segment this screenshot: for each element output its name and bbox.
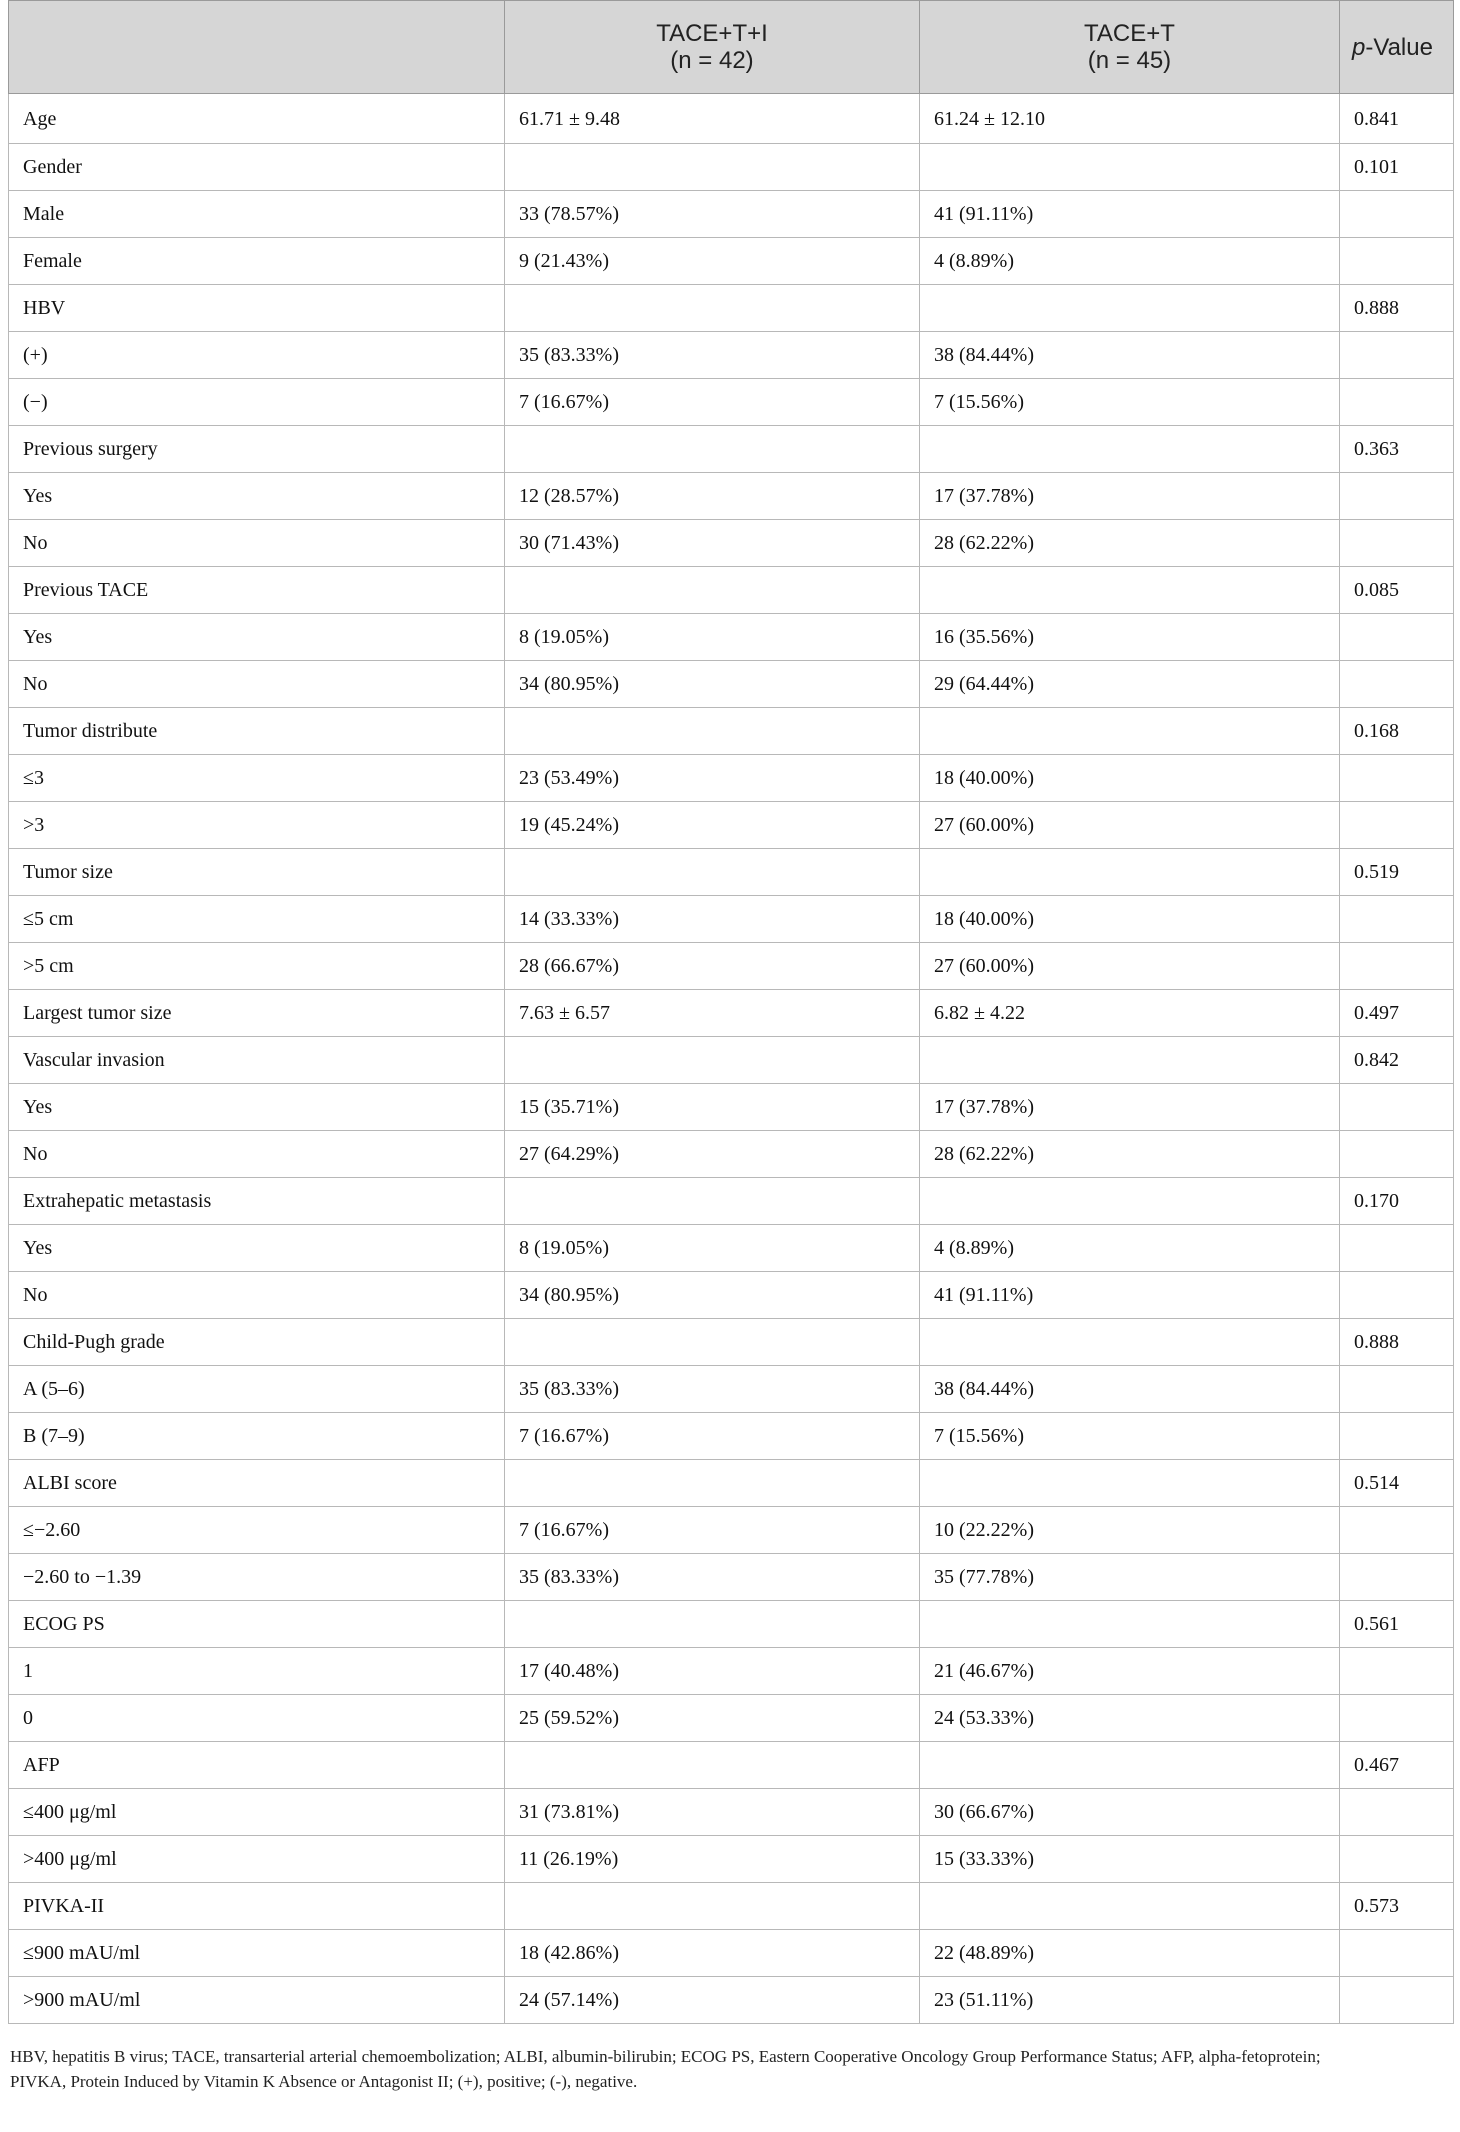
table-row — [9, 708, 1454, 755]
row-tace-t-value: 30 (66.67%) — [920, 1789, 1340, 1836]
table-row — [9, 238, 1454, 285]
row-p-value — [1340, 1366, 1454, 1413]
row-tace-t-i-value — [505, 1037, 920, 1084]
table-row — [9, 473, 1454, 520]
table-row — [9, 1366, 1454, 1413]
row-label: Previous surgery — [9, 426, 505, 473]
row-tace-t-i-value: 34 (80.95%) — [505, 1272, 920, 1319]
row-tace-t-value: 38 (84.44%) — [920, 1366, 1340, 1413]
row-label: AFP — [9, 1742, 505, 1789]
row-p-value — [1340, 1977, 1454, 2024]
row-tace-t-i-value: 17 (40.48%) — [505, 1648, 920, 1695]
row-tace-t-i-value: 7 (16.67%) — [505, 379, 920, 426]
row-label: ≤3 — [9, 755, 505, 802]
row-tace-t-i-value — [505, 144, 920, 191]
row-label: >5 cm — [9, 943, 505, 990]
row-label: Largest tumor size — [9, 990, 505, 1037]
row-tace-t-i-value — [505, 708, 920, 755]
table-row — [9, 1648, 1454, 1695]
row-p-value — [1340, 332, 1454, 379]
row-label: Yes — [9, 473, 505, 520]
row-tace-t-i-value: 9 (21.43%) — [505, 238, 920, 285]
row-tace-t-value — [920, 144, 1340, 191]
row-tace-t-value: 4 (8.89%) — [920, 238, 1340, 285]
row-tace-t-value: 4 (8.89%) — [920, 1225, 1340, 1272]
row-tace-t-value: 61.24 ± 12.10 — [920, 94, 1340, 144]
row-tace-t-value: 29 (64.44%) — [920, 661, 1340, 708]
row-tace-t-i-value: 35 (83.33%) — [505, 332, 920, 379]
row-p-value: 0.170 — [1340, 1178, 1454, 1225]
row-tace-t-i-value: 7 (16.67%) — [505, 1413, 920, 1460]
row-p-value: 0.561 — [1340, 1601, 1454, 1648]
table-row — [9, 94, 1454, 144]
row-label: −2.60 to −1.39 — [9, 1554, 505, 1601]
row-tace-t-i-value: 18 (42.86%) — [505, 1930, 920, 1977]
row-tace-t-i-value: 25 (59.52%) — [505, 1695, 920, 1742]
row-tace-t-value: 27 (60.00%) — [920, 802, 1340, 849]
row-tace-t-i-value: 12 (28.57%) — [505, 473, 920, 520]
table-row — [9, 614, 1454, 661]
row-tace-t-value: 38 (84.44%) — [920, 332, 1340, 379]
table-row — [9, 1742, 1454, 1789]
row-tace-t-value: 6.82 ± 4.22 — [920, 990, 1340, 1037]
row-tace-t-value — [920, 1883, 1340, 1930]
footnote-line-2: PIVKA, Protein Induced by Vitamin K Absence or Antagonist II; (+), positive; (-), negative. — [10, 2072, 638, 2091]
header-p-value-column — [1340, 1, 1454, 94]
row-tace-t-i-value — [505, 1883, 920, 1930]
row-tace-t-i-value: 14 (33.33%) — [505, 896, 920, 943]
row-p-value — [1340, 238, 1454, 285]
row-tace-t-i-value: 34 (80.95%) — [505, 661, 920, 708]
row-p-value — [1340, 1225, 1454, 1272]
row-tace-t-i-value — [505, 1319, 920, 1366]
row-tace-t-value: 22 (48.89%) — [920, 1930, 1340, 1977]
row-tace-t-value: 21 (46.67%) — [920, 1648, 1340, 1695]
row-tace-t-i-value — [505, 1178, 920, 1225]
row-p-value — [1340, 661, 1454, 708]
row-tace-t-i-value: 19 (45.24%) — [505, 802, 920, 849]
row-p-value — [1340, 1648, 1454, 1695]
row-label: 1 — [9, 1648, 505, 1695]
table-row — [9, 1460, 1454, 1507]
table-row — [9, 1836, 1454, 1883]
row-tace-t-value — [920, 1601, 1340, 1648]
row-label: Extrahepatic metastasis — [9, 1178, 505, 1225]
row-label: Age — [9, 94, 505, 144]
row-tace-t-i-value: 31 (73.81%) — [505, 1789, 920, 1836]
row-p-value — [1340, 1930, 1454, 1977]
table-row — [9, 520, 1454, 567]
row-label: ≤−2.60 — [9, 1507, 505, 1554]
row-tace-t-value: 41 (91.11%) — [920, 191, 1340, 238]
table-row — [9, 943, 1454, 990]
row-tace-t-i-value: 23 (53.49%) — [505, 755, 920, 802]
row-tace-t-i-value — [505, 849, 920, 896]
row-label: Vascular invasion — [9, 1037, 505, 1084]
row-p-value: 0.168 — [1340, 708, 1454, 755]
table-row — [9, 332, 1454, 379]
row-label: Tumor distribute — [9, 708, 505, 755]
row-tace-t-i-value — [505, 1742, 920, 1789]
row-tace-t-value: 28 (62.22%) — [920, 1131, 1340, 1178]
table-row — [9, 661, 1454, 708]
row-p-value: 0.519 — [1340, 849, 1454, 896]
row-tace-t-value — [920, 708, 1340, 755]
row-p-value — [1340, 1789, 1454, 1836]
header-variable-column — [9, 1, 505, 94]
header-p-rest: -Value — [1365, 33, 1433, 61]
table-row — [9, 1883, 1454, 1930]
row-tace-t-value — [920, 1037, 1340, 1084]
row-tace-t-value: 18 (40.00%) — [920, 896, 1340, 943]
row-p-value — [1340, 191, 1454, 238]
header-group1-n: (n = 42) — [670, 47, 754, 74]
row-tace-t-value — [920, 567, 1340, 614]
table-row — [9, 567, 1454, 614]
row-label: Child-Pugh grade — [9, 1319, 505, 1366]
row-tace-t-i-value — [505, 426, 920, 473]
table-row — [9, 1554, 1454, 1601]
header-p-italic: p — [1352, 33, 1366, 61]
table-header — [9, 1, 1454, 94]
header-group2-n: (n = 45) — [1087, 47, 1172, 74]
row-label: No — [9, 1131, 505, 1178]
row-p-value — [1340, 520, 1454, 567]
row-label: B (7–9) — [9, 1413, 505, 1460]
row-label: No — [9, 520, 505, 567]
table-row — [9, 1695, 1454, 1742]
row-tace-t-i-value: 7 (16.67%) — [505, 1507, 920, 1554]
row-p-value — [1340, 1554, 1454, 1601]
row-p-value — [1340, 614, 1454, 661]
row-tace-t-i-value: 61.71 ± 9.48 — [505, 94, 920, 144]
row-label: Yes — [9, 1084, 505, 1131]
row-p-value — [1340, 1272, 1454, 1319]
header-tace-t-column — [920, 1, 1340, 94]
row-tace-t-i-value: 7.63 ± 6.57 — [505, 990, 920, 1037]
row-tace-t-i-value — [505, 285, 920, 332]
row-p-value: 0.467 — [1340, 1742, 1454, 1789]
row-tace-t-value: 18 (40.00%) — [920, 755, 1340, 802]
row-label: Gender — [9, 144, 505, 191]
header-group2-name: TACE+T — [1084, 20, 1175, 47]
row-label: HBV — [9, 285, 505, 332]
row-p-value — [1340, 943, 1454, 990]
row-label: ≤5 cm — [9, 896, 505, 943]
row-label: ≤900 mAU/ml — [9, 1930, 505, 1977]
row-label: (−) — [9, 379, 505, 426]
row-label: Yes — [9, 614, 505, 661]
row-tace-t-value — [920, 1178, 1340, 1225]
table-row — [9, 1319, 1454, 1366]
row-tace-t-i-value — [505, 1460, 920, 1507]
row-p-value — [1340, 379, 1454, 426]
row-label: >3 — [9, 802, 505, 849]
row-p-value: 0.842 — [1340, 1037, 1454, 1084]
row-p-value — [1340, 1695, 1454, 1742]
table-row — [9, 896, 1454, 943]
table-row — [9, 1272, 1454, 1319]
header-group1-name: TACE+T+I — [656, 20, 768, 47]
table-row — [9, 1131, 1454, 1178]
row-p-value — [1340, 896, 1454, 943]
row-label: No — [9, 661, 505, 708]
baseline-characteristics-table-container — [8, 0, 1453, 2094]
row-label: Male — [9, 191, 505, 238]
row-tace-t-i-value: 8 (19.05%) — [505, 1225, 920, 1272]
baseline-characteristics-table — [8, 0, 1454, 2024]
row-p-value — [1340, 1507, 1454, 1554]
table-row — [9, 990, 1454, 1037]
row-tace-t-i-value: 27 (64.29%) — [505, 1131, 920, 1178]
row-label: PIVKA-II — [9, 1883, 505, 1930]
row-p-value — [1340, 473, 1454, 520]
table-row — [9, 144, 1454, 191]
table-row — [9, 802, 1454, 849]
row-tace-t-value — [920, 1460, 1340, 1507]
row-label: (+) — [9, 332, 505, 379]
row-p-value — [1340, 755, 1454, 802]
row-tace-t-value: 28 (62.22%) — [920, 520, 1340, 567]
row-tace-t-i-value: 35 (83.33%) — [505, 1554, 920, 1601]
table-row — [9, 1601, 1454, 1648]
row-tace-t-value: 24 (53.33%) — [920, 1695, 1340, 1742]
row-tace-t-value: 23 (51.11%) — [920, 1977, 1340, 2024]
row-label: >900 mAU/ml — [9, 1977, 505, 2024]
table-row — [9, 1930, 1454, 1977]
row-label: A (5–6) — [9, 1366, 505, 1413]
row-tace-t-value: 7 (15.56%) — [920, 379, 1340, 426]
table-row — [9, 849, 1454, 896]
row-tace-t-value: 17 (37.78%) — [920, 1084, 1340, 1131]
row-tace-t-value — [920, 849, 1340, 896]
row-tace-t-value: 17 (37.78%) — [920, 473, 1340, 520]
row-label: 0 — [9, 1695, 505, 1742]
row-p-value — [1340, 1413, 1454, 1460]
row-tace-t-value: 35 (77.78%) — [920, 1554, 1340, 1601]
table-row — [9, 285, 1454, 332]
table-row — [9, 1413, 1454, 1460]
row-p-value — [1340, 1131, 1454, 1178]
row-label: ECOG PS — [9, 1601, 505, 1648]
table-row — [9, 191, 1454, 238]
row-label: Yes — [9, 1225, 505, 1272]
row-p-value — [1340, 802, 1454, 849]
row-p-value: 0.363 — [1340, 426, 1454, 473]
row-label: No — [9, 1272, 505, 1319]
row-tace-t-i-value: 28 (66.67%) — [505, 943, 920, 990]
table-row — [9, 1178, 1454, 1225]
row-tace-t-i-value: 15 (35.71%) — [505, 1084, 920, 1131]
row-tace-t-value — [920, 426, 1340, 473]
table-row — [9, 1037, 1454, 1084]
row-label: ≤400 μg/ml — [9, 1789, 505, 1836]
row-p-value: 0.101 — [1340, 144, 1454, 191]
row-tace-t-value: 16 (35.56%) — [920, 614, 1340, 661]
row-tace-t-i-value — [505, 567, 920, 614]
row-tace-t-i-value: 35 (83.33%) — [505, 1366, 920, 1413]
row-p-value: 0.888 — [1340, 1319, 1454, 1366]
row-p-value — [1340, 1084, 1454, 1131]
row-tace-t-value: 7 (15.56%) — [920, 1413, 1340, 1460]
row-tace-t-i-value: 30 (71.43%) — [505, 520, 920, 567]
table-body — [9, 94, 1454, 2024]
row-label: >400 μg/ml — [9, 1836, 505, 1883]
table-row — [9, 1977, 1454, 2024]
table-row — [9, 755, 1454, 802]
row-label: Previous TACE — [9, 567, 505, 614]
row-tace-t-value — [920, 1319, 1340, 1366]
row-label: Tumor size — [9, 849, 505, 896]
row-p-value: 0.888 — [1340, 285, 1454, 332]
row-tace-t-i-value: 33 (78.57%) — [505, 191, 920, 238]
row-tace-t-value: 41 (91.11%) — [920, 1272, 1340, 1319]
row-tace-t-i-value: 11 (26.19%) — [505, 1836, 920, 1883]
row-tace-t-value: 27 (60.00%) — [920, 943, 1340, 990]
table-row — [9, 426, 1454, 473]
row-p-value — [1340, 1836, 1454, 1883]
table-row — [9, 1225, 1454, 1272]
header-row — [9, 1, 1454, 94]
table-footnote — [8, 2044, 1455, 2094]
row-tace-t-value: 10 (22.22%) — [920, 1507, 1340, 1554]
header-tace-t-i-column — [505, 1, 920, 94]
footnote-line-1: HBV, hepatitis B virus; TACE, transarterial arterial chemoembolization; ALBI, albumin-bilirubin; ECOG PS, Eastern Cooperative Oncology Group Performance Status; AFP, alpha-fetoprotein; — [10, 2047, 1321, 2066]
row-p-value: 0.514 — [1340, 1460, 1454, 1507]
row-label: ALBI score — [9, 1460, 505, 1507]
row-tace-t-value — [920, 285, 1340, 332]
row-label: Female — [9, 238, 505, 285]
row-p-value: 0.085 — [1340, 567, 1454, 614]
table-row — [9, 379, 1454, 426]
row-tace-t-value: 15 (33.33%) — [920, 1836, 1340, 1883]
table-row — [9, 1789, 1454, 1836]
row-tace-t-i-value — [505, 1601, 920, 1648]
row-p-value: 0.841 — [1340, 94, 1454, 144]
row-tace-t-i-value: 8 (19.05%) — [505, 614, 920, 661]
row-p-value: 0.497 — [1340, 990, 1454, 1037]
row-tace-t-value — [920, 1742, 1340, 1789]
row-p-value: 0.573 — [1340, 1883, 1454, 1930]
row-tace-t-i-value: 24 (57.14%) — [505, 1977, 920, 2024]
table-row — [9, 1507, 1454, 1554]
table-row — [9, 1084, 1454, 1131]
